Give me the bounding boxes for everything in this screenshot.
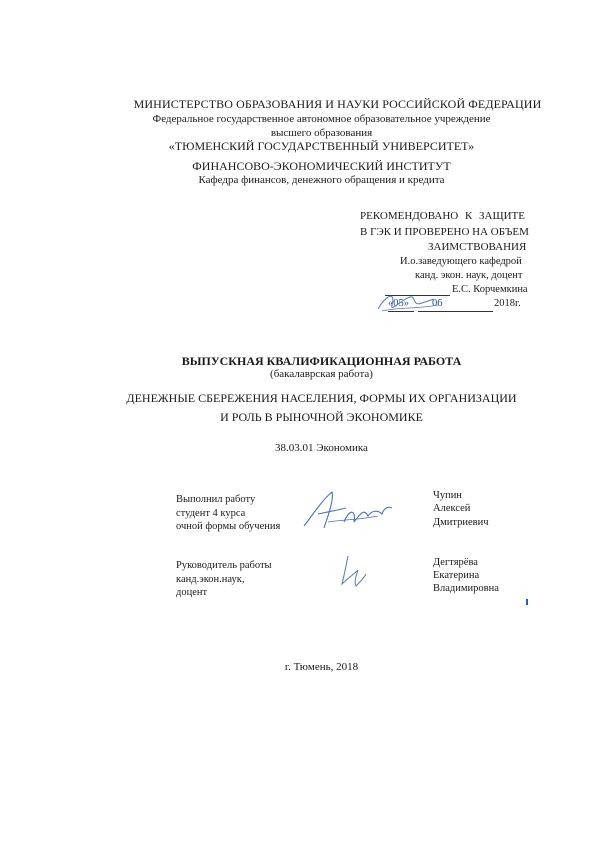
author-patronymic: Дмитриевич xyxy=(433,517,489,528)
thesis-type: ВЫПУСКНАЯ КВАЛИФИКАЦИОННАЯ РАБОТА xyxy=(181,354,462,368)
supervisor-surname: Дегтярёва xyxy=(433,557,478,568)
approval-date-year: 2018г. xyxy=(494,298,521,309)
federal-institution-line: Федеральное государственное автономное образовательное учреждение xyxy=(152,113,491,125)
ministry-heading: МИНИСТЕРСТВО ОБРАЗОВАНИЯ И НАУКИ РОССИЙСКОЙ ФЕДЕРАЦИИ xyxy=(133,97,542,111)
thesis-title-line-1: ДЕНЕЖНЫЕ СБЕРЕЖЕНИЯ НАСЕЛЕНИЯ, ФОРМЫ ИХ ОРГАНИЗАЦИИ xyxy=(126,391,517,405)
institute-name: ФИНАНСОВО-ЭКОНОМИЧЕСКИЙ ИНСТИТУТ xyxy=(192,159,451,173)
higher-education-line: высшего образования xyxy=(270,127,373,139)
author-surname: Чупин xyxy=(433,490,462,501)
supervisor-signature-icon xyxy=(336,552,370,592)
specialty-code: 38.03.01 Экономика xyxy=(275,442,368,454)
approver-position: И.о.заведующего кафедрой xyxy=(400,256,522,267)
place-and-year: г. Тюмень, 2018 xyxy=(284,661,359,673)
approval-line-2: В ГЭК И ПРОВЕРЕНО НА ОБЪЕМ xyxy=(360,226,529,238)
supervisor-patronymic: Владимировна xyxy=(433,583,499,594)
supervisor-role-line-3: доцент xyxy=(176,587,208,598)
approval-line-1: РЕКОМЕНДОВАНО К ЗАЩИТЕ xyxy=(360,210,525,222)
approver-signature-icon xyxy=(368,285,443,317)
author-role-line-3: очной формы обучения xyxy=(176,521,281,532)
approver-name: Е.С. Корчемкина xyxy=(452,284,528,295)
scan-mark xyxy=(526,599,528,605)
thesis-title-line-2: И РОЛЬ В РЫНОЧНОЙ ЭКОНОМИКЕ xyxy=(220,410,423,424)
supervisor-role-line-2: канд.экон.наук, xyxy=(176,574,245,585)
author-signature-icon xyxy=(298,486,396,536)
supervisor-role-line-1: Руководитель работы xyxy=(176,560,272,571)
approval-date-day: «05» xyxy=(388,298,409,309)
approver-degree: канд. экон. наук, доцент xyxy=(415,270,523,281)
university-name: «ТЮМЕНСКИЙ ГОСУДАРСТВЕННЫЙ УНИВЕРСИТЕТ» xyxy=(168,139,475,153)
approval-date-month: 06 xyxy=(432,298,443,309)
supervisor-firstname: Екатерина xyxy=(433,570,480,581)
author-firstname: Алексей xyxy=(433,503,471,514)
thesis-subtype: (бакалаврская работа) xyxy=(270,368,373,380)
approval-line-3: ЗАИМСТВОВАНИЯ xyxy=(428,241,527,253)
department-name: Кафедра финансов, денежного обращения и кредита xyxy=(198,174,445,186)
author-role-line-2: студент 4 курса xyxy=(176,508,246,519)
author-role-line-1: Выполнил работу xyxy=(176,494,256,505)
